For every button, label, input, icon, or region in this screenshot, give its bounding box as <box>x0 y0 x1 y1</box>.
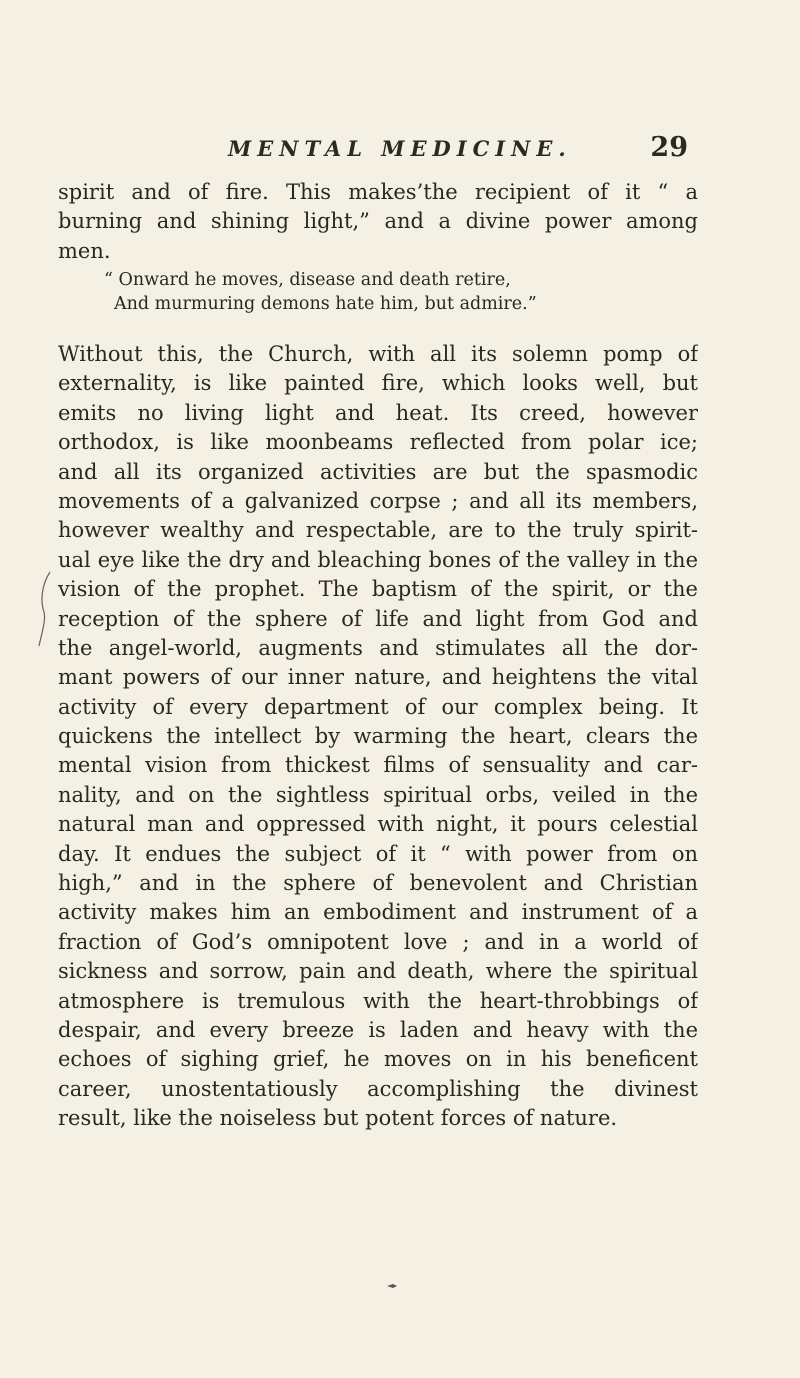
text-line: men. <box>58 238 111 263</box>
text-line: career, unostentatiously accomplishing the divinest <box>58 1076 698 1101</box>
text-line: the angel-world, augments and stimulates all the dor- <box>58 635 698 660</box>
text-line: and all its organized activities are but the spasmodic <box>58 459 698 484</box>
text-line: high,” and in the sphere of benevolent and Christian <box>58 871 698 896</box>
text-line: despair, and every breeze is laden and heavy with the <box>58 1017 698 1042</box>
text-line: nality, and on the sightless spiritual orbs, veiled in the <box>58 782 698 807</box>
text-line: day. It endues the subject of it “ with power from on <box>58 841 698 866</box>
text-line: vision of the prophet. The baptism of the spirit, or the <box>58 577 698 602</box>
text-line: mental vision from thickest films of sensuality and car- <box>58 753 698 778</box>
text-line: externality, is like painted fire, which looks well, but <box>58 371 698 396</box>
text-line: however wealthy and respectable, are to the truly spirit- <box>58 518 698 543</box>
text-line: movements of a galvanized corpse ; and all its members, <box>58 488 698 513</box>
text-line: mant powers of our inner nature, and heightens the vital <box>58 665 698 690</box>
paragraph-one <box>58 178 698 266</box>
ink-speck <box>387 1283 397 1289</box>
text-line: natural man and oppressed with night, it pours celestial <box>58 812 698 837</box>
text-line: echoes of sighing grief, he moves on in his beneficent <box>58 1047 698 1072</box>
running-title: MENTAL MEDICINE. <box>228 136 572 161</box>
text-line: activity of every department of our complex being. It <box>58 694 698 719</box>
text-line: ual eye like the dry and bleaching bones of the valley in the <box>58 547 698 572</box>
text-line: Without this, the Church, with all its solemn pomp of <box>58 342 698 366</box>
text-line: quickens the intellect by warming the heart, clears the <box>58 724 698 749</box>
text-line: spirit and of fire. This makes’the recipient of it “ a <box>58 180 698 204</box>
text-line: reception of the sphere of life and light from God and <box>58 606 698 631</box>
margin-pencil-mark <box>36 570 52 650</box>
text-line: result, like the noiseless but potent forces of nature. <box>58 1106 618 1131</box>
text-line: fraction of God’s omnipotent love ; and in a world of <box>58 929 698 954</box>
text-line: orthodox, is like moonbeams reflected from polar ice; <box>58 430 698 455</box>
verse-quotation <box>104 268 664 316</box>
page-number: 29 <box>650 132 688 163</box>
text-line: atmosphere is tremulous with the heart-throbbings of <box>58 988 698 1013</box>
text-line: burning and shining light,” and a divine power among <box>58 209 698 234</box>
verse-line: And murmuring demons hate him, but admire.” <box>114 294 537 314</box>
text-line: emits no living light and heat. Its creed, however <box>58 400 698 425</box>
running-head <box>228 132 688 166</box>
text-line: sickness and sorrow, pain and death, where the spiritual <box>58 959 698 984</box>
text-line: activity makes him an embodiment and instrument of a <box>58 900 698 925</box>
verse-line: “ Onward he moves, disease and death retire, <box>104 270 511 290</box>
paragraph-two <box>58 340 698 1134</box>
